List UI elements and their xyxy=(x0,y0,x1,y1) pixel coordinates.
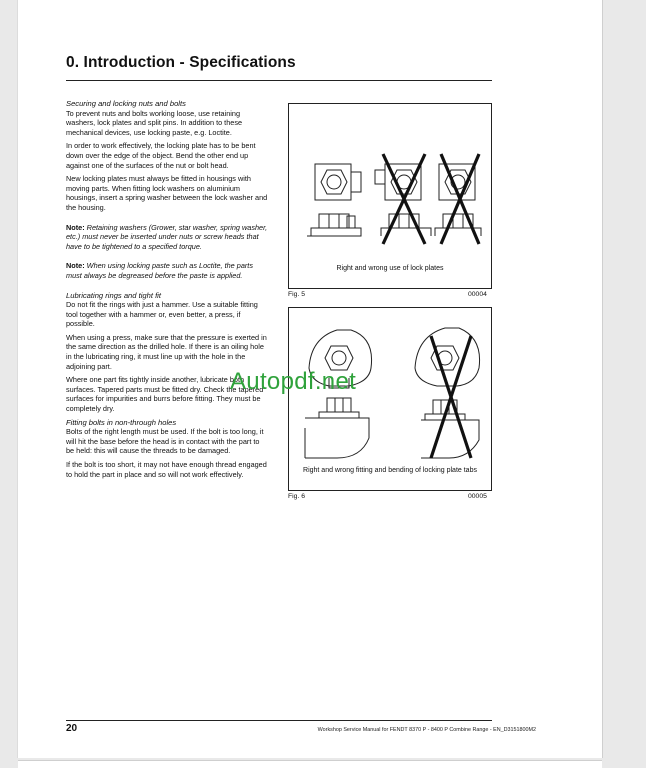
section-heading-securing: Securing and locking nuts and bolts xyxy=(66,99,186,108)
paragraph: To prevent nuts and bolts working loose, use retaining washers, lock plates and split pins. In addition to these mechanical devices, use locking paste, e.g. Loctite. xyxy=(66,108,243,137)
figure-5-code: 00004 xyxy=(468,291,487,298)
title-rule xyxy=(66,80,492,81)
figure-6 xyxy=(288,307,492,491)
figure-6-code: 00005 xyxy=(468,493,487,500)
paragraph: When using a press, make sure that the pressure is exerted in the same direction as the drilled hole. If there is an oiling hole in the lubricating ring, it must line up with the hole in the adjoining part. xyxy=(66,332,267,371)
text-column xyxy=(66,99,269,483)
paragraph: Do not fit the rings with just a hammer. Use a suitable fitting tool together with a hammer or, even better, a press, if possible. xyxy=(66,300,258,329)
figure-5-label: Fig. 5 xyxy=(288,291,305,298)
page-title: 0. Introduction - Specifications xyxy=(66,54,296,71)
paragraph: New locking plates must always be fitted in housings with moving parts. When fitting lock washers on aluminium housings, insert a spring washer between the lock washer and the housing. xyxy=(66,174,268,212)
paragraph: Bolts of the right length must be used. If the bolt is too long, it will hit the base before the head is in contact with the part to be held: this will cause the threads to be damaged. xyxy=(66,427,264,456)
paragraph: In order to work effectively, the locking plate has to be bent down over the edge of the object. Bend the other end up against one of the surfaces of the nut or bolt head. xyxy=(66,141,256,170)
section-heading-lubricating: Lubricating rings and tight fit xyxy=(66,290,161,300)
footer-text: Workshop Service Manual for FENDT 8370 P - 8400 P Combine Range - EN_D3151800M2 xyxy=(317,727,536,733)
note-retaining-washers: Note: Retaining washers (Grower, star washer, spring washer, etc.) must never be inserted under nuts or screw heads that have to be tightened to a specified torque. xyxy=(66,222,268,251)
figure-6-label: Fig. 6 xyxy=(288,493,305,500)
paragraph: Where one part fits tightly inside another, lubricate both surfaces. Tapered parts must be fitted dry. Check the tapered surfaces for impurities and burrs before fitting. They must be completely dry. xyxy=(66,375,264,414)
section-heading-fitting-bolts: Fitting bolts in non-through holes xyxy=(66,417,177,427)
locking-tabs-illustration xyxy=(289,308,491,490)
page-number: 20 xyxy=(66,723,78,734)
figure-5-caption: Right and wrong use of lock plates xyxy=(336,265,444,272)
lock-plates-illustration xyxy=(289,104,491,288)
note-locking-paste: Note: When using locking paste such as Loctite, the parts must always be degreased before the paste is applied. xyxy=(66,261,253,280)
figure-6-caption: Right and wrong fitting and bending of locking plate tabs xyxy=(303,467,477,474)
footer-rule xyxy=(66,720,492,721)
watermark-text: Autopdf.net xyxy=(230,368,357,395)
figure-5 xyxy=(288,103,492,289)
paragraph: If the bolt is too short, it may not have enough thread engaged to hold the part in place and so will not work effectively. xyxy=(66,460,267,479)
